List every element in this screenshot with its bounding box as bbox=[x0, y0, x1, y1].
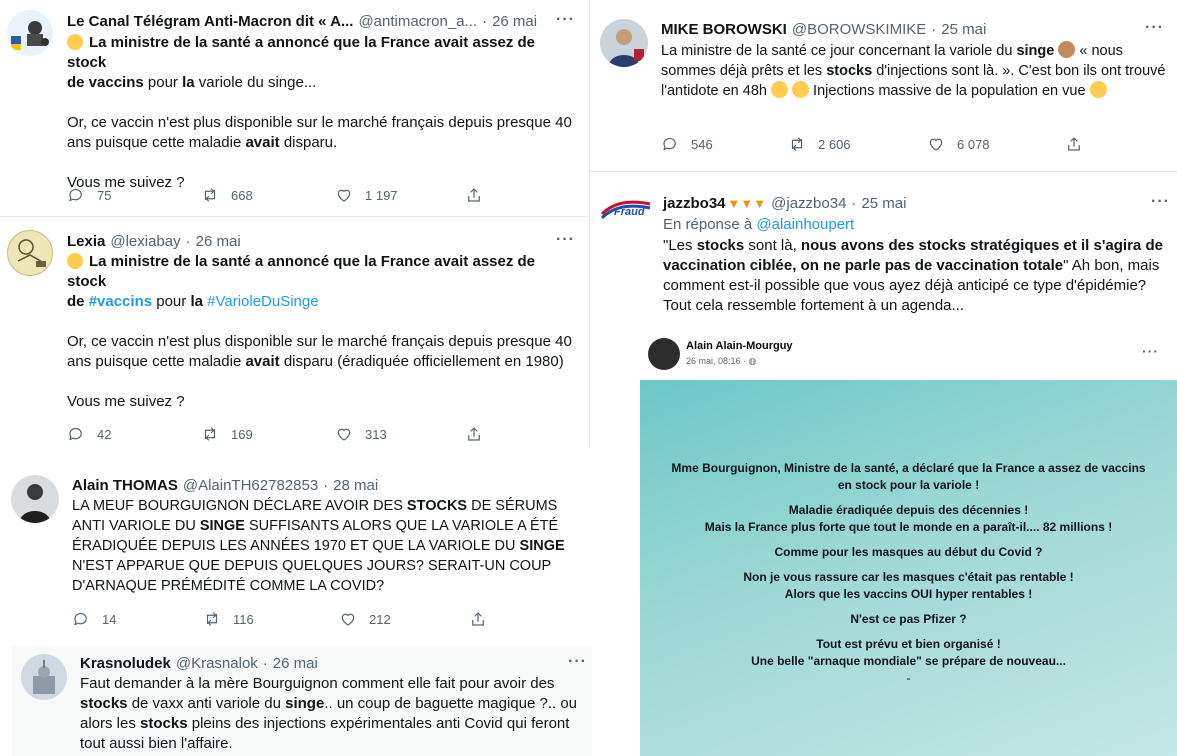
reply-icon bbox=[67, 425, 85, 443]
share-icon bbox=[1065, 135, 1083, 153]
author-handle[interactable]: @antimacron_a... bbox=[358, 13, 478, 30]
avatar-logo-text: Fraud bbox=[614, 206, 645, 218]
tweet-date[interactable]: 28 mai bbox=[333, 477, 379, 494]
tweet-date[interactable]: 25 mai bbox=[941, 21, 987, 38]
share-button[interactable] bbox=[465, 186, 495, 204]
tweet-date[interactable]: 26 mai bbox=[195, 233, 241, 250]
avatar-person-icon bbox=[11, 475, 59, 523]
globe-icon: ◍ bbox=[748, 356, 757, 366]
separator-dot: · bbox=[851, 195, 857, 212]
author-handle[interactable]: @Krasnalok bbox=[175, 655, 258, 672]
share-icon bbox=[465, 425, 483, 443]
tweet-text: La ministre de la santé ce jour concernant la variole du singe « nous sommes déjà prêts et les stocks d'injections sont là. ». C'est bon ils ont trouvé l'antidote en 48h Injections massive de la population en vue bbox=[661, 43, 1166, 99]
reply-button[interactable] bbox=[67, 425, 201, 443]
like-count: 313 bbox=[365, 426, 387, 442]
yellow-circle-emoji-icon bbox=[67, 253, 83, 269]
author-name[interactable]: Alain THOMAS bbox=[72, 477, 178, 494]
retweet-button[interactable] bbox=[201, 186, 335, 204]
like-button[interactable] bbox=[335, 186, 465, 204]
tweet-text: La ministre de la santé a annoncé que la France avait assez de stock de vaccins pour la variole du singe... Or, ce vaccin n'est plus disponible sur le marché français depuis presque 40 ans puisque cette maladie avait disparu. Vous me suivez ? bbox=[67, 34, 572, 191]
separator-dot: · bbox=[323, 477, 329, 494]
tweet-canal-telegram[interactable] bbox=[0, 0, 588, 215]
retweet-button[interactable] bbox=[788, 135, 927, 153]
reply-count: 75 bbox=[97, 187, 112, 203]
author-name[interactable]: Lexia bbox=[67, 233, 106, 250]
heart-icon bbox=[335, 425, 353, 443]
like-count: 1 197 bbox=[365, 187, 398, 203]
author-handle[interactable]: @lexiabay bbox=[110, 233, 181, 250]
share-button[interactable] bbox=[465, 425, 495, 443]
author-handle[interactable]: @AlainTH62782853 bbox=[182, 477, 319, 494]
retweet-button[interactable] bbox=[201, 425, 335, 443]
tweet-krasnoludek[interactable] bbox=[12, 646, 592, 756]
share-icon bbox=[465, 186, 483, 204]
reply-button[interactable] bbox=[67, 186, 201, 204]
share-button[interactable] bbox=[1065, 135, 1095, 153]
avatar-cathedral-icon bbox=[21, 654, 67, 700]
author-name[interactable]: jazzbo34 bbox=[663, 195, 726, 212]
facebook-post-card[interactable] bbox=[640, 330, 1177, 756]
like-count: 212 bbox=[369, 611, 391, 627]
tweet-text: "Les stocks sont là, nous avons des stocks stratégiques et il s'agira de vaccination ciblée, on ne parle pas de vaccination totale" Ah bon, mais comment est-il possible que vous ayez déjà anticipé ce type d'épidémie? Tout cela ressemble fortement à un agenda... bbox=[663, 237, 1163, 314]
reply-to-link[interactable]: @alainhoupert bbox=[756, 216, 855, 233]
rofl-emoji-icon bbox=[792, 81, 809, 98]
avatar[interactable] bbox=[7, 230, 53, 276]
reply-count: 42 bbox=[97, 426, 112, 442]
avatar[interactable] bbox=[11, 475, 59, 523]
tweet-mike-borowski[interactable] bbox=[590, 0, 1177, 170]
tweet-date[interactable]: 25 mai bbox=[861, 195, 907, 212]
reply-button[interactable] bbox=[72, 610, 203, 628]
avatar[interactable] bbox=[648, 338, 680, 370]
avatar[interactable] bbox=[600, 19, 648, 67]
more-options-icon[interactable]: ··· bbox=[556, 11, 575, 28]
like-count: 6 078 bbox=[957, 136, 990, 152]
tweet-text: Faut demander à la mère Bourguignon comment elle fait pour avoir des stocks de vaxx anti variole du singe.. un coup de baguette magique ?.. ou alors les stocks pleins des injections expérimentales anti Covid qui feront tout aussi bien l'affaire. bbox=[80, 675, 578, 752]
avatar-cartoon-icon bbox=[7, 10, 53, 56]
retweet-count: 169 bbox=[231, 426, 253, 442]
tweet-jazzbo34[interactable] bbox=[592, 178, 1177, 328]
retweet-button[interactable] bbox=[203, 610, 339, 628]
heart-icon bbox=[339, 610, 357, 628]
author-name[interactable]: Krasnoludek bbox=[80, 655, 171, 672]
tweet-text: La ministre de la santé a annoncé que la France avait assez de stock de #vaccins pour la #VarioleDuSinge Or, ce vaccin n'est plus disponible sur le marché français depuis presque 40 ans puisque cette maladie avait disparu (éradiquée officiellement en 1980) Vous me suivez ? bbox=[67, 253, 572, 410]
facebook-post-image bbox=[640, 380, 1177, 756]
reply-count: 14 bbox=[102, 611, 117, 627]
author-name[interactable]: Le Canal Télégram Anti-Macron dit « A... bbox=[67, 13, 354, 30]
reply-icon bbox=[72, 610, 90, 628]
yellow-circle-emoji-icon bbox=[67, 34, 83, 50]
retweet-count: 2 606 bbox=[818, 136, 851, 152]
avatar[interactable] bbox=[21, 654, 67, 700]
more-options-icon[interactable]: ··· bbox=[556, 231, 575, 248]
rofl-emoji-icon bbox=[771, 81, 788, 98]
column-divider bbox=[589, 0, 590, 448]
tweet-text: LA MEUF BOURGUIGNON DÉCLARE AVOIR DES STOCKS DE SÉRUMS ANTI VARIOLE DU SINGE SUFFISANTS ALORS QUE LA VARIOLE A ÉTÉ ÉRADIQUÉE DEPUIS LES ANNÉES 1970 ET QUE LA VARIOLE DU SINGE N'EST APPARUE QUE DEPUIS QUELQUES JOURS? SERAIT-UN COUP D'ARNAQUE PRÉMÉDITÉ COMME LA COVID? bbox=[72, 498, 565, 594]
avatar[interactable] bbox=[600, 194, 652, 224]
more-options-icon[interactable]: ··· bbox=[1151, 193, 1170, 210]
heart-icon bbox=[335, 186, 353, 204]
author-name[interactable]: MIKE BOROWSKI bbox=[661, 21, 787, 38]
heart-icon bbox=[927, 135, 945, 153]
avatar[interactable] bbox=[7, 10, 53, 56]
author-handle[interactable]: @BOROWSKIMIKE bbox=[791, 21, 927, 38]
tweet-date[interactable]: 26 mai bbox=[272, 655, 318, 672]
facebook-post-header bbox=[640, 330, 1177, 380]
hashtag-link[interactable]: #VarioleDuSinge bbox=[207, 293, 319, 310]
tweet-lexia[interactable] bbox=[0, 217, 588, 447]
facebook-author-name[interactable]: Alain Alain-Mourguy bbox=[686, 340, 793, 352]
facebook-post-text: Mme Bourguignon, Ministre de la santé, a déclaré que la France a assez de vaccins en stock pour la variole ! Maladie éradiquée depuis des décennies ! Mais la France plus forte que tout le monde en a paraît-il.... 82 millions ! Comme pour les masques au début du Covid ? Non je vous rassure car les masques c'était pas rentable ! Alors que les vaccins OUI hyper rentables ! N'est ce pas Pfizer ? Tout est prévu et bien organisé ! Une belle "arnaque mondiale" se prépare de nouveau... - bbox=[671, 461, 1146, 685]
avatar-drawing-icon bbox=[8, 231, 53, 276]
reply-icon bbox=[661, 135, 679, 153]
retweet-icon bbox=[203, 610, 221, 628]
avatar-person-icon bbox=[600, 19, 648, 67]
tweet-alain-thomas[interactable] bbox=[0, 462, 590, 634]
reply-count: 546 bbox=[691, 136, 713, 152]
reply-icon bbox=[67, 186, 85, 204]
share-button[interactable] bbox=[469, 610, 499, 628]
share-icon bbox=[469, 610, 487, 628]
carrot-emoji-icon: ▼▼▼ bbox=[727, 196, 767, 211]
separator-dot: · bbox=[931, 21, 937, 38]
retweet-icon bbox=[201, 425, 219, 443]
retweet-icon bbox=[201, 186, 219, 204]
retweet-icon bbox=[788, 135, 806, 153]
more-options-icon[interactable]: ··· bbox=[1142, 343, 1159, 359]
hashtag-link[interactable]: #vaccins bbox=[88, 293, 153, 310]
like-button[interactable] bbox=[339, 610, 469, 628]
divider bbox=[590, 171, 1177, 172]
reply-context: En réponse à @alainhoupert bbox=[663, 216, 855, 233]
more-options-icon[interactable]: ··· bbox=[568, 653, 587, 670]
like-button[interactable] bbox=[335, 425, 465, 443]
separator-dot: · bbox=[262, 655, 268, 672]
retweet-count: 116 bbox=[233, 611, 254, 627]
separator-dot: · bbox=[482, 13, 488, 30]
more-options-icon[interactable]: ··· bbox=[1145, 19, 1164, 36]
author-handle[interactable]: @jazzbo34 bbox=[771, 195, 847, 212]
tongue-emoji-icon bbox=[1090, 81, 1107, 98]
retweet-count: 668 bbox=[231, 187, 253, 203]
facebook-post-date: 26 mai, 08:16 · ◍ bbox=[686, 356, 757, 366]
separator-dot: · bbox=[185, 233, 191, 250]
see-no-evil-monkey-emoji-icon bbox=[1058, 41, 1075, 58]
reply-button[interactable] bbox=[661, 135, 788, 153]
like-button[interactable] bbox=[927, 135, 1065, 153]
tweet-date[interactable]: 26 mai bbox=[492, 13, 538, 30]
